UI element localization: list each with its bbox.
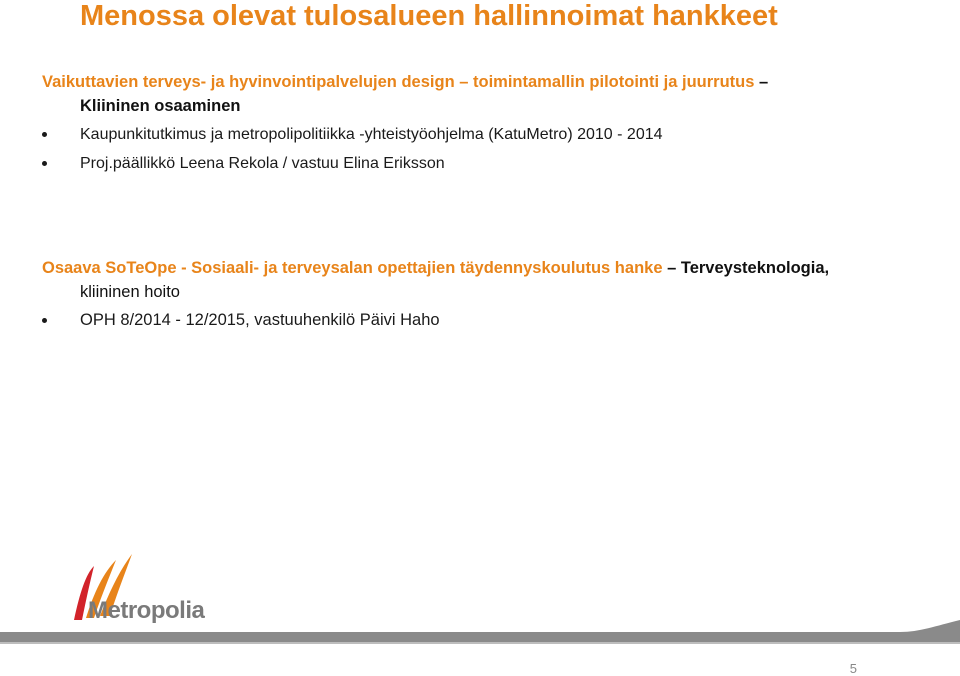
bullet-icon <box>42 132 47 137</box>
project-heading-topic: Terveysteknologia, <box>680 259 830 277</box>
page-number: 5 <box>849 661 857 676</box>
slide-title: Menossa olevat tulosalueen hallinnoimat hankkeet <box>80 0 778 32</box>
footer-decor-bar <box>0 620 960 650</box>
project-heading-topic-continued: kliininen hoito <box>80 283 180 301</box>
list-item <box>42 306 942 335</box>
logo-wordmark: Metropolia <box>88 597 205 624</box>
list-item-text: OPH 8/2014 - 12/2015, vastuuhenkilö Päivi Haho <box>80 311 440 329</box>
bullet-icon <box>42 161 47 166</box>
project-heading-topic: Kliininen osaaminen <box>80 97 241 115</box>
list-item <box>42 120 942 149</box>
project-section-design <box>42 70 942 178</box>
project-heading-title: Osaava SoTeOpe - Sosiaali- ja terveysalan opettajien täydennyskoulutus hanke <box>42 259 663 277</box>
list-item-text: Kaupunkitutkimus ja metropolipolitiikka -yhteistyöohjelma (KatuMetro) 2010 - 2014 <box>80 126 663 143</box>
list-item <box>42 149 942 178</box>
list-item-text: Proj.päällikkö Leena Rekola / vastuu Elina Eriksson <box>80 155 445 172</box>
project-heading <box>42 256 942 304</box>
project-bullet-list <box>42 306 942 335</box>
project-heading-dash: – <box>662 259 681 277</box>
project-heading-title: Vaikuttavien terveys- ja hyvinvointipalvelujen design – toimintamallin pilotointi ja juurrutus <box>42 73 755 91</box>
project-heading-dash: – <box>754 73 769 91</box>
project-heading <box>42 70 942 118</box>
bullet-icon <box>42 318 47 323</box>
project-section-soteope <box>42 256 942 335</box>
project-bullet-list <box>42 120 942 178</box>
